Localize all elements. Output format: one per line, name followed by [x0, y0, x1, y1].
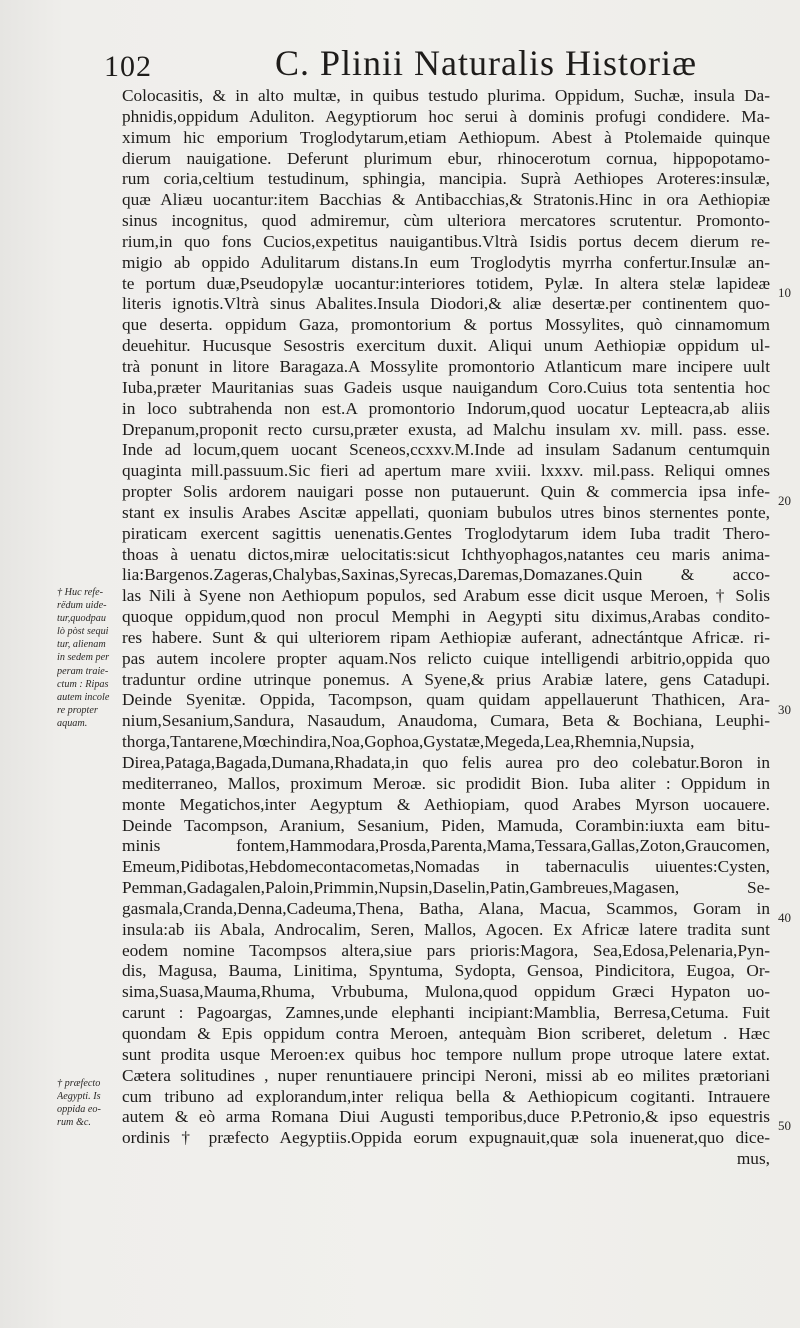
margin-note-praefecto	[57, 1077, 121, 1129]
margin-note-line: † præfecto	[57, 1078, 101, 1089]
main-text-block	[122, 86, 770, 1170]
text-line: dis, Magusa, Bauma, Linitima, Spyntuma, Sydopta, Gensoa, Pindicitora, Eugoa, Or-	[122, 961, 770, 981]
text-line: lia:Bargenos.Zageras,Chalybas,Saxinas,Syrecas,Daremas,Domazanes.Quin & acco-	[122, 565, 770, 585]
running-title: C. Plinii Naturalis Historiæ	[275, 43, 698, 83]
text-line: ximum hic emporium Troglodytarum,etiam Aethiopum. Abest à Ptolemaide quinque	[122, 127, 770, 147]
margin-note-line: tur,quodpau	[57, 613, 106, 625]
text-line: quoque oppidum,quod non procul Memphi in Aegypti situ diximus,Arabas condito-	[122, 607, 770, 627]
margin-note-line: lò pòst sequi	[57, 626, 109, 638]
page-number: 102	[104, 50, 152, 83]
text-line: in loco subtrahenda non est.A promontorio Indorum,quod uocatur Lepteacra,ab aliis	[122, 398, 770, 418]
text-line: Cætera solitudines , nuper renuntiauere principi Neroni, missi ab eo milites prætoriani	[122, 1065, 770, 1085]
text-line: mediterraneo, Mallos, proximum Meroæ. sic prodidit Bion. Iuba aliter : Oppidum in	[122, 773, 770, 793]
text-line: que deserta. oppidum Gaza, promontorium & portus Mossylites, quò cinnamomum	[122, 315, 770, 335]
text-line: nium,Sesanium,Sandura, Nasaudum, Anaudoma, Cumara, Beta & Bochiana, Leuphi-	[122, 711, 770, 731]
text-line: Direa,Pataga,Bagada,Dumana,Rhadata,in quo felis aurea pro deo colebatur.Boron in	[122, 753, 770, 772]
margin-note-line: ctum : Ripas	[57, 678, 109, 690]
text-line: carunt : Pagoargas, Zamnes,unde elephanti incipiant:Mamblia, Berresa,Cetuma. Fuit	[122, 1003, 770, 1023]
text-line: pas autem incolere propter aquam.Nos relicto cuique intelligendi arbitrio,oppida quo	[122, 648, 770, 668]
margin-note-line: oppida eo-	[57, 1104, 101, 1116]
margin-note-line: autem incole	[57, 691, 110, 703]
margin-note-line: rum &c.	[57, 1117, 91, 1129]
text-line: rium,in quo fons Cucios,expetitus nauigantibus.Vltrà Isidis portus decem dierum re-	[122, 231, 770, 251]
text-line: dierum nauigatione. Deferunt plurimum ebur, rhinocerotum cornua, hippopotamo-	[122, 148, 770, 168]
margin-note-line: re propter	[57, 704, 98, 716]
text-line: monte Megatichos,inter Aegyptum & Aethiopiam, quod Arabes Myrson uocauere.	[122, 794, 770, 814]
text-line: migio ab oppido Adulitarum distans.In eum Troglodytis myrrha confertur.Insulæ an-	[122, 252, 770, 272]
line-number: 20	[778, 493, 791, 508]
text-line: phnidis,oppidum Aduliton. Aegyptiorum hoc serui à dominis profugi condidere. Ma-	[122, 106, 770, 126]
margin-note-line: peram traie-	[57, 665, 109, 677]
text-line: Deinde Tacompson, Aranium, Sesanium, Piden, Mamuda, Corambin:iuxta eam bitu-	[122, 815, 770, 835]
text-line: sima,Suasa,Mauma,Rhuma, Vrbubuma, Mulona,quod oppidum Græci Hypaton uo-	[122, 982, 770, 1002]
text-line: quaginta mill.passuum.Sic fieri ad apertum mare xviii. lxxxv. mil.pass. Reliqui omnes	[122, 461, 770, 481]
text-line: Inde ad locum,quem uocant Sceneos,ccxxv.M.Inde ad insulam Sadanum centumquin	[122, 440, 770, 460]
margin-note-line: rëdum uide-	[57, 600, 107, 612]
text-line: res habere. Sunt & qui ulteriorem ripam Aethiopiæ auferant, adnectántque Africæ. ri-	[122, 627, 770, 647]
text-line: thorga,Tantarene,Mœchindira,Noa,Gophoa,Gystatæ,Megeda,Lea,Rhemnia,Nupsia,	[122, 732, 695, 752]
text-line: autem & eò arma Romana Diui Augusti temporibus,duce P.Petronio,& ipso equestris	[122, 1107, 770, 1127]
text-line: rum coria,celtium testudinum, sphingia, mancipia. Suprà Aethiopes Aroteres:insulæ,	[122, 169, 770, 189]
text-line: trà ponunt in litore Baragaza.A Mossylite promontorio Atlanticum mare incipere uult	[122, 356, 770, 376]
text-line: las Nili à Syene non Aethiopum populos, sed Arabum esse dicit usque Meroen, † Solis	[122, 586, 770, 606]
margin-note-line: † Huc refe-	[57, 587, 104, 598]
line-number: 40	[778, 910, 791, 925]
margin-note-solis	[57, 586, 121, 730]
text-line: Deinde Syenitæ. Oppida, Tacompson, quam quidam appellauerunt Thathicen, Ara-	[122, 690, 770, 710]
text-line: traduntur ordine utrinque ponemus. A Syene,& prius Arabiæ latere, gens Catadupi.	[122, 669, 770, 689]
text-line: minis fontem,Hammodara,Prosda,Parenta,Mama,Tessara,Gallas,Zoton,Graucomen,	[122, 836, 770, 856]
text-line: ordinis † præfecto Aegyptiis.Oppida eorum expugnauit,quæ sola inuenerat,quo dice-	[122, 1128, 770, 1148]
text-line: quæ Aliæu uocantur:item Bacchias & Antibacchias,& Stratonis.Hinc in ora Aethiopiæ	[122, 190, 770, 210]
text-line: gasmala,Cranda,Denna,Cadeuma,Thena, Batha, Alana, Macua, Scammos, Goram in	[122, 898, 770, 918]
line-number: 50	[778, 1118, 791, 1133]
text-line: insula:ab iis Abala, Androcalim, Seren, Mallos, Agocen. Ex Africæ latere tradita sunt	[122, 919, 770, 939]
page-header	[0, 42, 800, 82]
text-line: cum tribuno ad explorandum,inter reliqua bella & Aethiopicum cogitanti. Intrauere	[122, 1086, 770, 1106]
text-line: stant ex insulis Arabes Ascitæ appellati, quoniam bubulos utres binos sternentes ponte,	[122, 502, 770, 522]
text-line: eodem nomine Tacompsos altera,siue pars prioris:Magora, Sea,Edosa,Pelenaria,Pyn-	[122, 940, 770, 960]
text-line: thoas à uenatu dictos,miræ uelocitatis:sicut Ichthyophagos,natantes ceu maris anima-	[122, 544, 770, 564]
text-line: propter Solis ardorem nauigari posse non putauerunt. Quin & commercia ipsa infe-	[122, 482, 770, 502]
text-line: literis ignotis.Vltrà sinus Abalites.Insula Diodori,& aliæ desertæ.per continentem quo-	[122, 294, 770, 314]
text-line: Emeum,Pidibotas,Hebdomecontacometas,Nomadas in tabernaculis uiuentes:Cysten,	[122, 857, 770, 877]
text-line: Pemman,Gadagalen,Paloin,Primmin,Nupsin,Daselin,Patin,Gambreues,Magasen, Se-	[122, 878, 770, 898]
text-line: Colocasitis, & in alto multæ, in quibus testudo plurima. Oppidum, Suchæ, insula Da-	[122, 86, 770, 105]
text-line: te portum duæ,Pseudopylæ uocantur:interiores totidem, Pylæ. In altera stelæ lapideæ	[122, 273, 770, 293]
text-line: sunt prodita usque Meroen:ex quibus hoc tempore nullum prope utroque latere extat.	[122, 1044, 770, 1064]
text-line: deuehitur. Hucusque Sesostris exercitum duxit. Aliqui unum Aethiopiæ oppidum ul-	[122, 336, 770, 356]
text-line: sinus incognitus, quod admiremur, cùm ulteriora mercatores scrutentur. Promonto-	[122, 211, 770, 231]
margin-note-line: Aegypti. Is	[57, 1091, 101, 1103]
text-line: Drepanum,proponit recto cursu,præter exusta, ad Malchu insulam xv. mill. pass. esse.	[122, 419, 770, 439]
text-line: Iuba,præter Mauritanias suas Gadeis usque nauigandum Coro.Cuius tota sententia hoc	[122, 377, 770, 397]
text-line: quondam & Epis oppidum contra Meroen, antequàm Bion scriberet, deletum . Hæc	[122, 1023, 770, 1043]
margin-note-line: aquam.	[57, 717, 88, 729]
line-number: 30	[778, 702, 791, 717]
text-line: piraticam exercent sagittis uenenatis.Gentes Troglodytarum idem Iuba tradit Thero-	[122, 523, 770, 543]
margin-note-line: in sedem per	[57, 652, 110, 664]
margin-note-line: tur, alienam	[57, 639, 106, 651]
line-number: 10	[778, 285, 791, 300]
text-line: mus,	[736, 1149, 770, 1169]
